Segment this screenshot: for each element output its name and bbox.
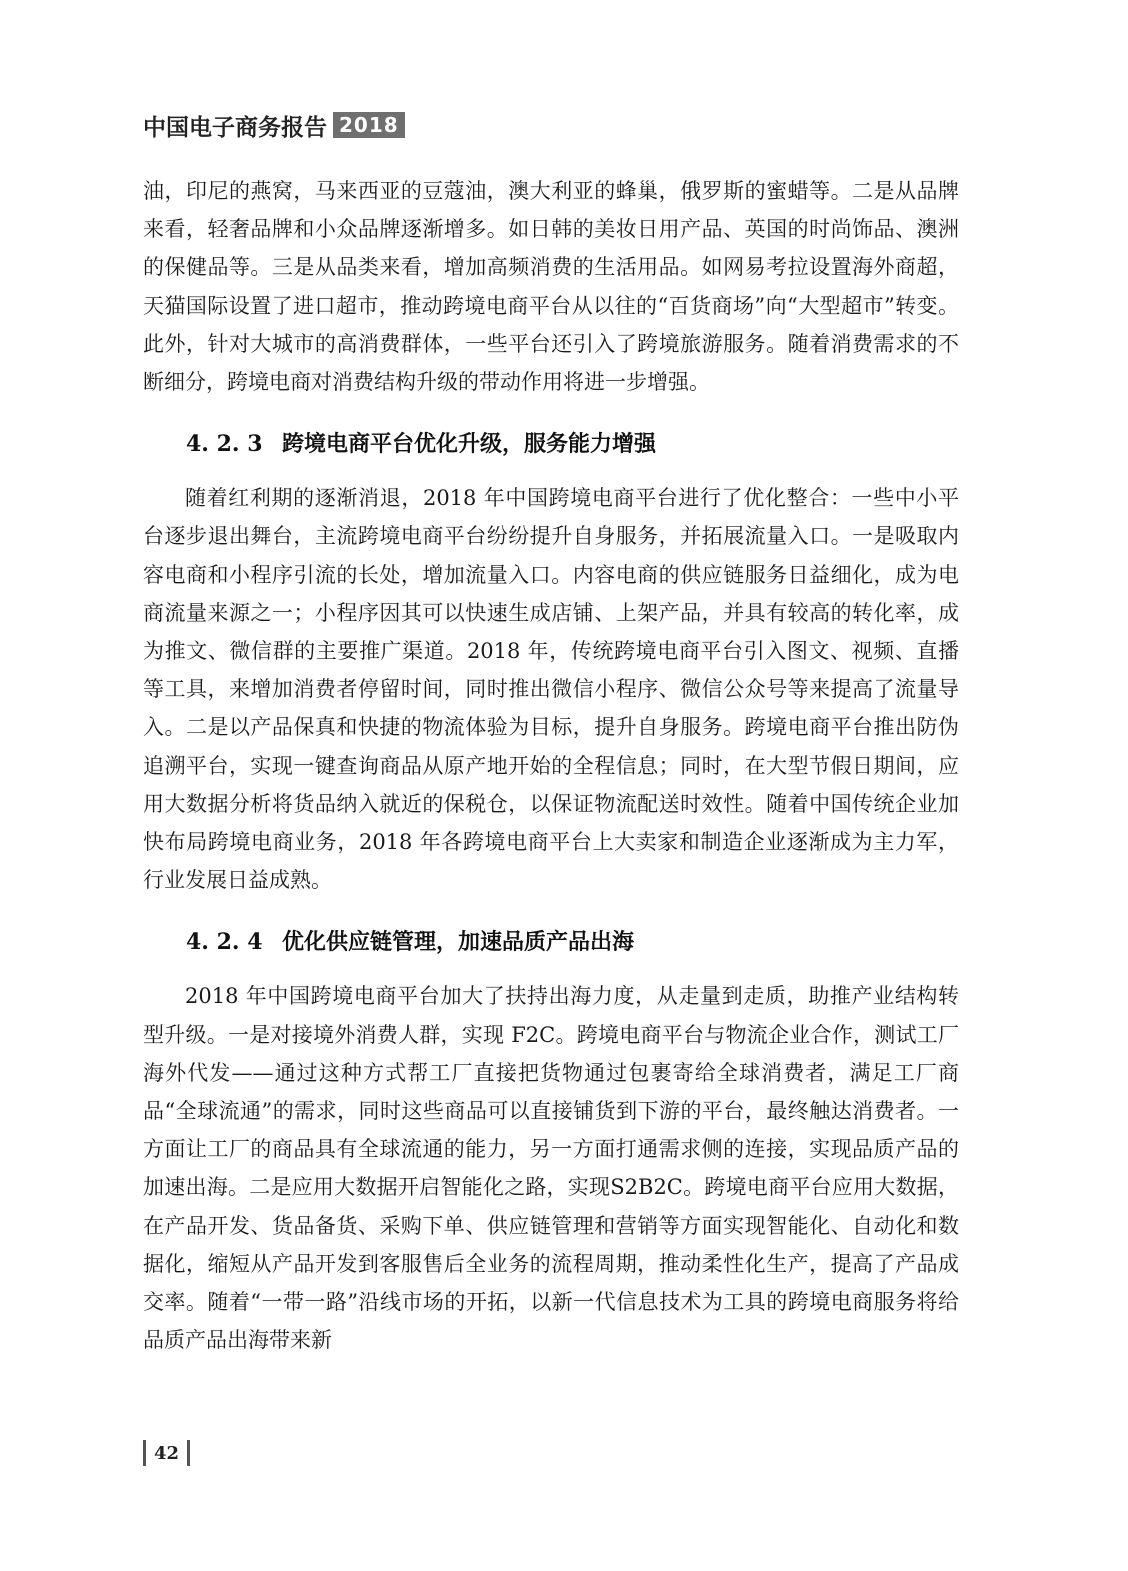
section-heading-4-2-3 [143,424,959,464]
section-number: 4. 2. 4 [186,929,263,956]
report-year-badge: 2018 [333,112,405,138]
report-title: 中国电子商务报告 [143,114,327,141]
section-heading-4-2-4 [143,922,959,962]
running-header [143,110,405,140]
page-number: 42 [154,1442,180,1464]
page-content [143,172,959,1359]
body-paragraph: 随着红利期的逐渐消退，2018 年中国跨境电商平台进行了优化整合：一些中小平台逐步退出舞台，主流跨境电商平台纷纷提升自身服务，并拓展流量入口。一是吸取内容电商和小程序引流的长处，增加流量入口。内容电商的供应链服务日益细化，成为电商流量来源之一；小程序因其可以快速生成店铺、上架产品，并具有较高的转化率，成为推文、微信群的主要推广渠道。2018 年，传统跨境电商平台引入图文、视频、直播等工具，来增加消费者停留时间，同时推出微信小程序、微信公众号等来提高了流量导入。二是以产品保真和快捷的物流体验为目标，提升自身服务。跨境电商平台推出防伪追溯平台，实现一键查询商品从原产地开始的全程信息；同时，在大型节假日期间，应用大数据分析将货品纳入就近的保税仓，以保证物流配送时效性。随着中国传统企业加快布局跨境电商业务，2018 年各跨境电商平台上大卖家和制造企业逐渐成为主力军，行业发展日益成熟。 [143,486,959,893]
page-footer [143,1438,190,1468]
section-title: 跨境电商平台优化升级，服务能力增强 [282,432,657,458]
section-number: 4. 2. 3 [186,431,263,458]
body-paragraph: 2018 年中国跨境电商平台加大了扶持出海力度，从走量到走质，助推产业结构转型升级。一是对接境外消费人群，实现 F2C。跨境电商平台与物流企业合作，测试工厂海外代发——通过这种方式帮工厂直接把货物通过包裹寄给全球消费者，满足工厂商品“全球流通”的需求，同时这些商品可以直接铺货到下游的平台，最终触达消费者。一方面让工厂的商品具有全球流通的能力，另一方面打通需求侧的连接，实现品质产品的加速出海。二是应用大数据开启智能化之路，实现S2B2C。跨境电商平台应用大数据，在产品开发、货品备货、采购下单、供应链管理和营销等方面实现智能化、自动化和数据化，缩短从产品开发到客服售后全业务的流程周期，推动柔性化生产，提高了产品成交率。随着“一带一路”沿线市场的开拓，以新一代信息技术为工具的跨境电商服务将给品质产品出海带来新 [143,984,959,1353]
page-number-bar-left [143,1440,146,1466]
body-paragraph: 油，印尼的燕窝，马来西亚的豆蔻油，澳大利亚的蜂巢，俄罗斯的蜜蜡等。二是从品牌来看，轻奢品牌和小众品牌逐渐增多。如日韩的美妆日用产品、英国的时尚饰品、澳洲的保健品等。三是从品类来看，增加高频消费的生活用品。如网易考拉设置海外商超，天猫国际设置了进口超市，推动跨境电商平台从以往的“百货商场”向“大型超市”转变。此外，针对大城市的高消费群体，一些平台还引入了跨境旅游服务。随着消费需求的不断细分，跨境电商对消费结构升级的带动作用将进一步增强。 [143,179,959,395]
section-title: 优化供应链管理，加速品质产品出海 [282,930,635,956]
page-number-bar-right [187,1440,190,1466]
